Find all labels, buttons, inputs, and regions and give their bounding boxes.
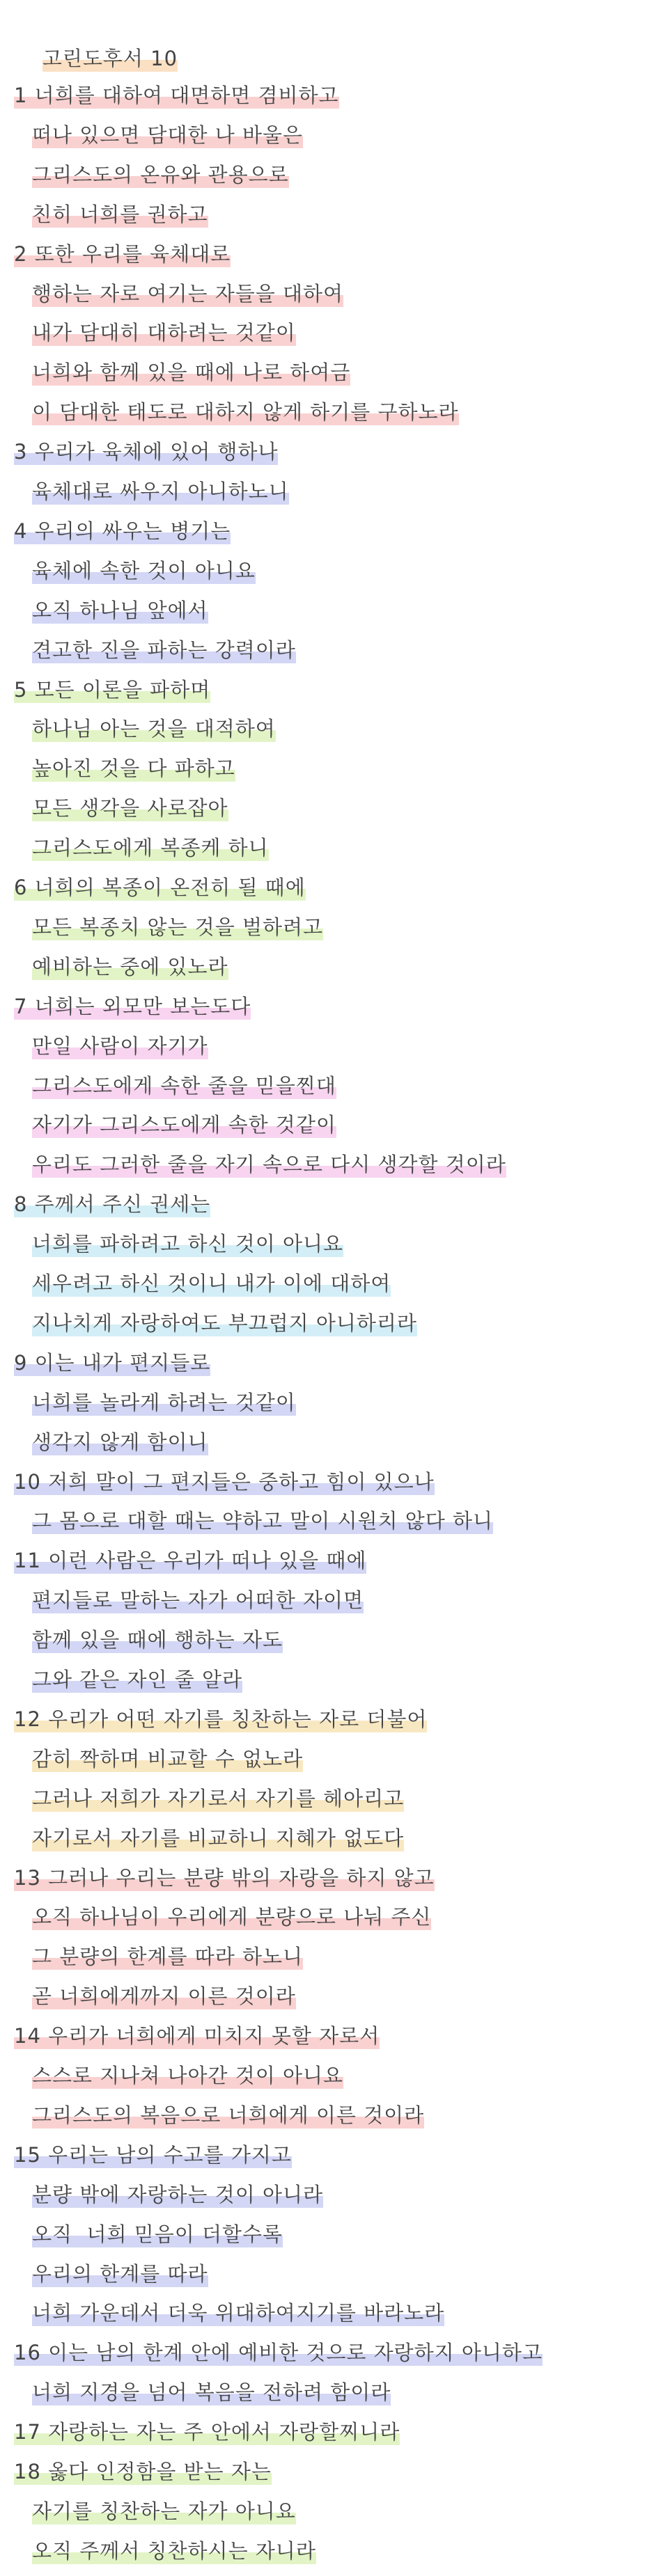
verse-line: [14, 432, 278, 471]
verse-text: 자기를 칭찬하는 자가 아니요: [32, 2492, 296, 2531]
verse-text: 오직 하나님 앞에서: [32, 591, 208, 630]
verse-text: 17 자랑하는 자는 주 안에서 자랑할찌니라: [14, 2412, 400, 2451]
verse-line: [32, 2056, 343, 2095]
verse-text: 15 우리는 남의 수고를 가지고: [14, 2135, 292, 2174]
verse-line: [32, 1383, 296, 1422]
verse-text: 그리스도에게 속한 줄을 믿을찐대: [32, 1066, 336, 1105]
verse-text: 우리도 그러한 줄을 자기 속으로 다시 생각할 것이라: [32, 1145, 506, 1184]
verse-text: 자기가 그리스도에게 속한 것같이: [32, 1105, 336, 1144]
verse-text: 하나님 아는 것을 대적하여: [32, 709, 276, 748]
verse-line: [32, 591, 208, 630]
verse-line: [32, 1027, 208, 1066]
verse-line: [14, 235, 231, 274]
verse-line: [14, 1185, 210, 1224]
verse-text: 그리스도의 복음으로 너희에게 이른 것이라: [32, 2096, 424, 2135]
verse-text: 3 우리가 육체에 있어 행하나: [14, 432, 278, 471]
verse-text: 스스로 지나쳐 나아간 것이 아니요: [32, 2056, 343, 2095]
verse-text: 13 그러나 우리는 분량 밖의 자랑을 하지 않고: [14, 1858, 435, 1897]
verse-line: [14, 2135, 292, 2174]
verse-line: [14, 2452, 272, 2491]
verse-line: [32, 2373, 391, 2412]
verse-text: 분량 밖에 자랑하는 것이 아니라: [32, 2175, 323, 2214]
verse-line: [32, 116, 303, 155]
verse-line: [32, 947, 228, 986]
verse-line: [32, 1423, 208, 1462]
verse-line: [32, 472, 289, 511]
verse-text: 11 이런 사람은 우리가 떠나 있을 때에: [14, 1541, 366, 1580]
verse-text: 그와 같은 자인 줄 알라: [32, 1660, 242, 1699]
verse-text: 16 이는 남의 한계 안에 예비한 것으로 자랑하지 아니하고: [14, 2333, 543, 2372]
verse-text: 견고한 진을 파하는 강력이라: [32, 631, 296, 670]
verse-text: 4 우리의 싸우는 병기는: [14, 512, 231, 551]
verse-text: 7 너희는 외모만 보는도다: [14, 987, 251, 1026]
verse-text: 너희와 함께 있을 때에 나로 하여금: [32, 353, 350, 392]
verse-line: [32, 2492, 296, 2531]
verse-line: [14, 987, 251, 1026]
verse-line: [32, 1264, 391, 1303]
verse-text: 이 담대한 태도로 대하지 않게 하기를 구하노라: [32, 393, 459, 432]
verse-line: [32, 1145, 506, 1184]
verse-text: 6 너희의 복종이 온전히 될 때에: [14, 868, 306, 907]
verse-line: [32, 1739, 303, 1778]
verse-text: 모든 생각을 사로잡아: [32, 789, 228, 828]
verse-line: [32, 2254, 208, 2293]
verse-text: 2 또한 우리를 육체대로: [14, 235, 231, 274]
verse-text: 생각지 않게 함이니: [32, 1423, 208, 1462]
verse-line: [32, 2293, 444, 2332]
verse-line: [32, 274, 343, 313]
verse-text: 1 너희를 대하여 대면하면 겸비하고: [14, 76, 339, 115]
verse-line: [32, 2215, 283, 2254]
verse-text: 만일 사람이 자기가: [32, 1027, 208, 1066]
verse-line: [14, 1462, 435, 1501]
verse-line: [32, 749, 235, 788]
verse-line: [32, 353, 350, 392]
verse-text: 모든 복종치 않는 것을 벌하려고: [32, 908, 323, 947]
verse-text: 오직 너희 믿음이 더할수록: [32, 2215, 283, 2254]
verse-text: 편지들로 말하는 자가 어떠한 자이면: [32, 1581, 364, 1620]
verse-text: 육체대로 싸우지 아니하노니: [32, 472, 289, 511]
verse-line: [32, 393, 459, 432]
verse-text: 육체에 속한 것이 아니요: [32, 551, 256, 590]
verse-line: [32, 1620, 283, 1659]
verse-text: 함께 있을 때에 행하는 자도: [32, 1620, 283, 1659]
verse-text: 내가 담대히 대하려는 것같이: [32, 313, 296, 352]
verse-line: [32, 1819, 404, 1858]
verse-text: 우리의 한계를 따라: [32, 2254, 208, 2293]
verse-line: [14, 670, 210, 709]
verse-text: 감히 짝하며 비교할 수 없노라: [32, 1739, 303, 1778]
verse-line: [14, 1858, 435, 1897]
verse-line: [14, 76, 339, 115]
verse-text: 그리스도에게 복종케 하니: [32, 828, 269, 867]
verse-text: 자기로서 자기를 비교하니 지혜가 없도다: [32, 1819, 404, 1858]
verse-text: 예비하는 중에 있노라: [32, 947, 228, 986]
verse-line: [32, 2531, 316, 2570]
verse-line: [32, 1779, 404, 1818]
verse-text: 그 몸으로 대할 때는 약하고 말이 시원치 않다 하니: [32, 1501, 493, 1540]
verse-text: 친히 너희를 권하고: [32, 195, 208, 234]
verse-text: 너희를 파하려고 하신 것이 아니요: [32, 1224, 343, 1263]
verse-line: [14, 1700, 427, 1739]
verse-line: [32, 789, 228, 828]
verse-line: [32, 1224, 343, 1263]
verse-text: 너희를 놀라게 하려는 것같이: [32, 1383, 296, 1422]
verse-line: [32, 2096, 424, 2135]
verse-line: [14, 2333, 543, 2372]
verse-line: [32, 1977, 296, 2016]
verse-line: [14, 2016, 380, 2055]
verse-text: 오직 주께서 칭찬하시는 자니라: [32, 2531, 316, 2570]
verse-text: 10 저희 말이 그 편지들은 중하고 힘이 있으나: [14, 1462, 435, 1501]
verse-text: 9 이는 내가 편지들로: [14, 1343, 210, 1382]
verse-line: [14, 1343, 210, 1382]
verse-text: 곧 너희에게까지 이른 것이라: [32, 1977, 296, 2016]
verse-line: [32, 2175, 323, 2214]
title-text: 고린도후서 10: [42, 39, 178, 78]
verse-line: [32, 1501, 493, 1540]
verse-line: [32, 828, 269, 867]
verse-line: [14, 1541, 366, 1580]
verse-text: 그러나 저희가 자기로서 자기를 헤아리고: [32, 1779, 404, 1818]
verse-line: [32, 1897, 431, 1936]
verse-text: 높아진 것을 다 파하고: [32, 749, 235, 788]
verse-text: 8 주께서 주신 권세는: [14, 1185, 210, 1224]
verse-text: 세우려고 하신 것이니 내가 이에 대하여: [32, 1264, 391, 1303]
verse-line: [14, 2412, 400, 2451]
verse-line: [32, 313, 296, 352]
verse-line: [32, 631, 296, 670]
verse-text: 너희 지경을 넘어 복음을 전하려 함이라: [32, 2373, 391, 2412]
verse-line: [14, 868, 306, 907]
verse-line: [32, 1066, 336, 1105]
verse-text: 그리스도의 온유와 관용으로: [32, 155, 289, 194]
verse-line: [32, 1660, 242, 1699]
document-title: [14, 0, 178, 70]
verse-text: 오직 하나님이 우리에게 분량으로 나눠 주신: [32, 1897, 431, 1936]
verse-line: [32, 1105, 336, 1144]
verse-line: [32, 551, 256, 590]
verse-line: [32, 155, 289, 194]
verse-text: 행하는 자로 여기는 자들을 대하여: [32, 274, 343, 313]
verse-text: 그 분량의 한계를 따라 하노니: [32, 1937, 303, 1976]
verse-text: 14 우리가 너희에게 미치지 못할 자로서: [14, 2016, 380, 2055]
verse-text: 너희 가운데서 더욱 위대하여지기를 바라노라: [32, 2293, 444, 2332]
verse-line: [32, 709, 276, 748]
verse-text: 지나치게 자랑하여도 부끄럽지 아니하리라: [32, 1304, 417, 1343]
verse-line: [32, 1304, 417, 1343]
verse-line: [32, 1581, 364, 1620]
verse-line: [14, 512, 231, 551]
verse-text: 떠나 있으면 담대한 나 바울은: [32, 116, 303, 155]
verse-line: [32, 195, 208, 234]
verse-text: 5 모든 이론을 파하며: [14, 670, 210, 709]
verse-line: [32, 908, 323, 947]
verse-text: 12 우리가 어떤 자기를 칭찬하는 자로 더불어: [14, 1700, 427, 1739]
verse-text: 18 옳다 인정함을 받는 자는: [14, 2452, 272, 2491]
verse-line: [32, 1937, 303, 1976]
